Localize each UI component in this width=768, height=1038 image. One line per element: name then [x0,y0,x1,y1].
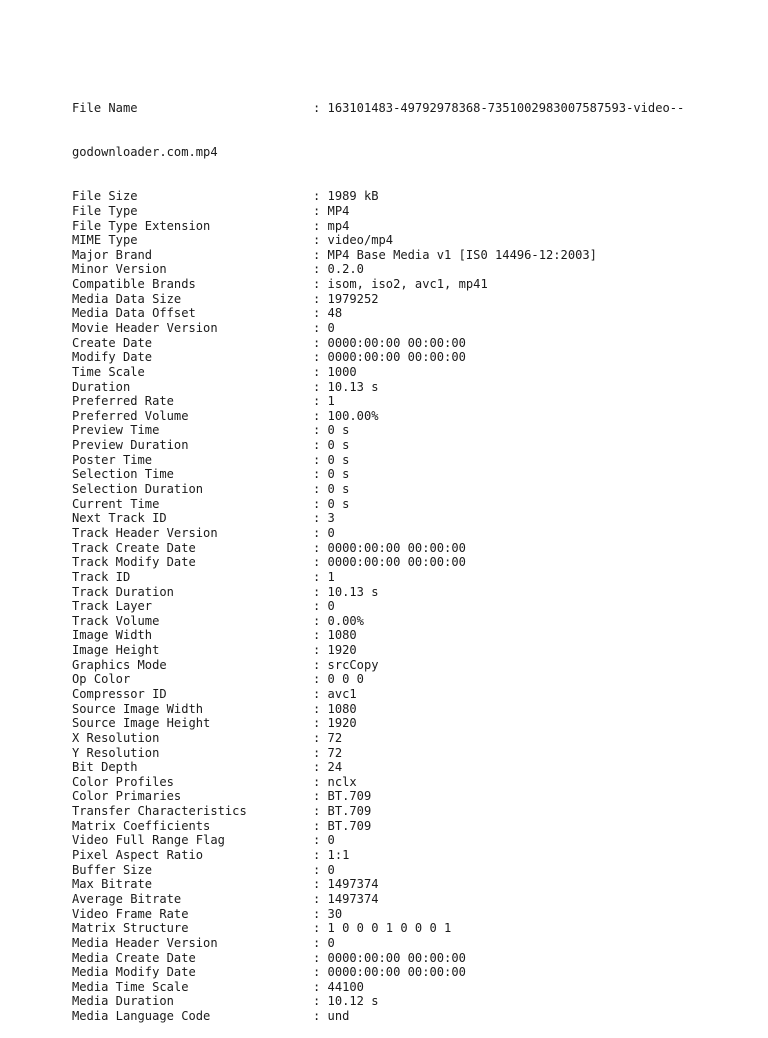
metadata-row [72,702,732,717]
metadata-value: : 0 s [313,423,350,438]
metadata-value: : 1000 [313,364,357,379]
metadata-key: Preferred Volume [72,408,189,423]
metadata-row [72,614,732,629]
metadata-row [72,819,732,834]
metadata-row [72,658,732,673]
metadata-row [72,233,732,248]
metadata-value: : MP4 [313,203,350,218]
metadata-row [72,1009,732,1024]
metadata-value: : nclx [313,774,357,789]
metadata-value: : 1 0 0 0 1 0 0 0 1 [313,921,452,936]
metadata-row [72,643,732,658]
metadata-key: Track Volume [72,613,160,628]
metadata-key: Media Data Offset [72,306,196,321]
metadata-key: Transfer Characteristics [72,804,247,819]
metadata-value: : 0000:00:00 00:00:00 [313,540,466,555]
metadata-key: Track Duration [72,584,174,599]
metadata-value: : 0000:00:00 00:00:00 [313,350,466,365]
metadata-value: : 0 [313,525,335,540]
metadata-key: Max Bitrate [72,877,153,892]
metadata-row [72,292,732,307]
metadata-row [72,672,732,687]
metadata-row [72,409,732,424]
metadata-row [72,219,732,234]
metadata-value: : 0 0 0 [313,672,364,687]
metadata-value: : 0000:00:00 00:00:00 [313,555,466,570]
metadata-key: Movie Header Version [72,320,218,335]
metadata-key: Preferred Rate [72,394,174,409]
metadata-row [72,716,732,731]
metadata-key: Current Time [72,496,160,511]
metadata-row [72,189,732,204]
metadata-value: : 1:1 [313,848,350,863]
metadata-row [72,306,732,321]
metadata-value: : 0000:00:00 00:00:00 [313,335,466,350]
metadata-row [72,365,732,380]
metadata-value: : 72 [313,730,343,745]
metadata-key: Duration [72,379,131,394]
metadata-rows [72,189,732,1024]
metadata-row [72,423,732,438]
metadata-row [72,248,732,263]
metadata-value: : 0.2.0 [313,262,364,277]
metadata-value: : 1497374 [313,877,379,892]
metadata-value: : 0 s [313,452,350,467]
metadata-key: Major Brand [72,247,153,262]
metadata-row [72,599,732,614]
metadata-row [72,262,732,277]
metadata-value: : 0 [313,320,335,335]
metadata-value: : 0 s [313,496,350,511]
metadata-row [72,994,732,1009]
metadata-key: Pixel Aspect Ratio [72,848,204,863]
metadata-row [72,467,732,482]
metadata-key: Media Header Version [72,935,218,950]
metadata-key: Media Time Scale [72,979,189,994]
metadata-key: Average Bitrate [72,891,182,906]
metadata-key: Track Modify Date [72,555,196,570]
metadata-row [72,921,732,936]
metadata-row [72,951,732,966]
metadata-key: Video Frame Rate [72,906,189,921]
metadata-row [72,936,732,951]
metadata-key: Media Modify Date [72,965,196,980]
metadata-row [72,336,732,351]
metadata-row [72,746,732,761]
metadata-key: Color Primaries [72,789,182,804]
metadata-key: Image Height [72,643,160,658]
metadata-key: Y Resolution [72,745,160,760]
metadata-key: Matrix Coefficients [72,818,211,833]
metadata-key: Video Full Range Flag [72,833,225,848]
metadata-key: Source Image Height [72,716,211,731]
metadata-value: : isom, iso2, avc1, mp41 [313,277,488,292]
metadata-key: Preview Time [72,423,160,438]
metadata-row [72,204,732,219]
metadata-document [72,72,732,1038]
metadata-value: : und [313,1009,350,1024]
metadata-row [72,438,732,453]
metadata-row [72,833,732,848]
metadata-key: Track Layer [72,599,153,614]
metadata-value: : BT.709 [313,818,372,833]
metadata-row [72,570,732,585]
metadata-row [72,482,732,497]
metadata-value: : mp4 [313,218,350,233]
metadata-row [72,277,732,292]
metadata-row [72,863,732,878]
metadata-value: : 1 [313,394,335,409]
metadata-key: Source Image Width [72,701,204,716]
metadata-key: Media Data Size [72,291,182,306]
metadata-value: : 1080 [313,701,357,716]
metadata-key: Media Create Date [72,950,196,965]
metadata-value: : 10.13 s [313,584,379,599]
metadata-value: : 1920 [313,643,357,658]
metadata-key: Graphics Mode [72,657,167,672]
metadata-value: : 1 [313,569,335,584]
metadata-value: : avc1 [313,687,357,701]
metadata-value: : 0000:00:00 00:00:00 [313,950,466,965]
metadata-row [72,848,732,863]
metadata-value: : 72 [313,745,343,760]
metadata-value: : 100.00% [313,408,379,423]
metadata-key: Track Create Date [72,540,196,555]
metadata-key: Track Header Version [72,525,218,540]
metadata-row [72,394,732,409]
metadata-key: Selection Time [72,467,174,482]
metadata-key: Time Scale [72,364,145,379]
metadata-key: Track ID [72,569,131,584]
metadata-key: Buffer Size [72,862,153,877]
metadata-value: : 44100 [313,979,364,994]
metadata-row [72,350,732,365]
metadata-key: Media Language Code [72,1009,211,1024]
metadata-row [72,628,732,643]
metadata-row [72,526,732,541]
metadata-value: : MP4 Base Media v1 [IS0 14496-12:2003] [313,247,597,262]
metadata-key: Modify Date [72,350,153,365]
metadata-key: Poster Time [72,452,153,467]
metadata-value: : BT.709 [313,789,372,804]
metadata-key: Create Date [72,335,153,350]
metadata-value: : 1920 [313,716,357,731]
metadata-row [72,980,732,995]
metadata-row [72,555,732,570]
metadata-row [72,511,732,526]
metadata-value: : 48 [313,306,343,321]
metadata-value: : 3 [313,511,335,526]
metadata-key: Media Duration [72,994,174,1009]
metadata-row [72,731,732,746]
metadata-row [72,497,732,512]
metadata-key: Selection Duration [72,482,204,497]
metadata-key: File Name [72,101,138,116]
metadata-value: : 0 [313,862,335,877]
metadata-value: : 24 [313,760,343,775]
metadata-key: Image Width [72,628,153,643]
metadata-value: : 1080 [313,628,357,643]
metadata-value-continuation: godownloader.com.mp4 [72,145,218,160]
metadata-row [72,892,732,907]
metadata-row [72,760,732,775]
metadata-row [72,804,732,819]
metadata-value: : 0.00% [313,613,364,628]
metadata-value: : 1979252 [313,291,379,306]
metadata-row [72,789,732,804]
metadata-key: Matrix Structure [72,921,189,936]
metadata-row [72,585,732,600]
metadata-row [72,877,732,892]
metadata-value: : 0 s [313,482,350,497]
metadata-value: : 0 s [313,467,350,482]
metadata-value: : 10.13 s [313,379,379,394]
metadata-row [72,321,732,336]
metadata-key: Minor Version [72,262,167,277]
metadata-key: Compatible Brands [72,277,196,292]
metadata-key: Next Track ID [72,511,167,526]
metadata-key: Color Profiles [72,774,174,789]
metadata-value: : 0 [313,599,335,614]
metadata-row [72,965,732,980]
metadata-key: Bit Depth [72,760,138,775]
metadata-value: : 1989 kB [313,189,379,204]
metadata-key: Compressor ID [72,687,167,701]
metadata-key: File Size [72,189,138,204]
metadata-key: MIME Type [72,233,138,248]
metadata-value: : 0 [313,935,335,950]
metadata-value: : 0000:00:00 00:00:00 [313,965,466,980]
metadata-row [72,541,732,556]
metadata-value: : srcCopy [313,657,379,672]
metadata-row [72,907,732,922]
metadata-value: : 0 [313,833,335,848]
metadata-value: : video/mp4 [313,233,394,248]
metadata-row [72,101,732,116]
metadata-key: Preview Duration [72,438,189,453]
metadata-row [72,453,732,468]
metadata-value: : 10.12 s [313,994,379,1009]
metadata-row [72,775,732,790]
metadata-key: File Type Extension [72,218,211,233]
metadata-value: : 163101483-49792978368-7351002983007587593-video-- [313,101,685,116]
metadata-key: X Resolution [72,730,160,745]
metadata-value: : BT.709 [313,804,372,819]
metadata-value: : 30 [313,906,343,921]
metadata-key: Op Color [72,672,131,687]
metadata-key: File Type [72,203,138,218]
metadata-row [72,380,732,395]
metadata-value: : 0 s [313,438,350,453]
metadata-value: : 1497374 [313,891,379,906]
metadata-row [72,687,732,702]
